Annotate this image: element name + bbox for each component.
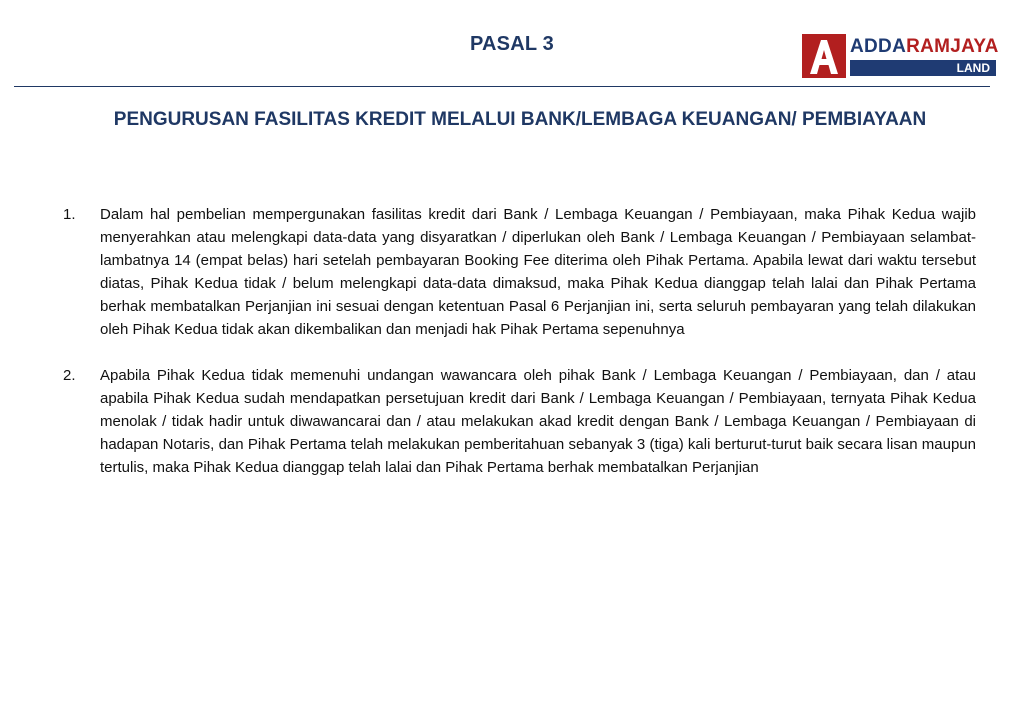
header-divider [14,86,990,87]
logo-sub-label: LAND [850,60,996,76]
clause-list [63,203,976,502]
company-logo [802,34,999,78]
clause-number: 2. [63,367,76,384]
clause-item [63,364,976,479]
letter-a-logo-icon [802,34,846,78]
section-title: PASAL 3 [469,33,555,55]
chapter-heading: PENGURUSAN FASILITAS KREDIT MELALUI BANK/LEMBAGA KEUANGAN/ PEMBIAYAAN [113,109,927,130]
clause-number: 1. [63,206,76,223]
clause-text: Dalam hal pembelian mempergunakan fasilitas kredit dari Bank / Lembaga Keuangan / Pembiayaan, maka Pihak Kedua wajib menyerahkan atau melengkapi data-data yang disyaratkan / diperlukan oleh Bank / Lembaga Keuangan / Pembiayaan selambat-lambatnya 14 (empat belas) hari setelah pembayaran Booking Fee diterima oleh Pihak Pertama. Apabila lewat dari waktu tersebut diatas, Pihak Kedua tidak / belum melengkapi data-data dimaksud, maka Pihak Kedua dianggap telah lalai dan Pihak Pertama berhak membatalkan Perjanjian ini sesuai dengan ketentuan Pasal 6 Perjanjian ini, serta seluruh pembayaran yang telah dilakukan oleh Pihak Kedua tidak akan dikembalikan dan menjadi hak Pihak Pertama sepenuhnya [100,206,976,338]
logo-word-part-1: ADDA [850,36,907,57]
clause-text: Apabila Pihak Kedua tidak memenuhi undangan wawancara oleh pihak Bank / Lembaga Keuangan / Pembiayaan, dan / atau apabila Pihak Kedua sudah mendapatkan persetujuan kredit dari Bank / Lembaga Keuangan / Pembiayaan, ternyata Pihak Kedua menolak / tidak hadir untuk diwawancarai dan / atau melakukan akad kredit dengan Bank / Lembaga Keuangan / Pembiayaan di hadapan Notaris, dan Pihak Pertama telah melakukan pemberitahuan sebanyak 3 (tiga) kali berturut-turut baik secara lisan maupun tertulis, maka Pihak Kedua dianggap telah lalai dan Pihak Pertama berhak membatalkan Perjanjian [100,367,976,476]
clause-item [63,203,976,341]
logo-word-part-2: RAMJAYA [906,36,999,57]
logo-wordmark [850,36,999,58]
